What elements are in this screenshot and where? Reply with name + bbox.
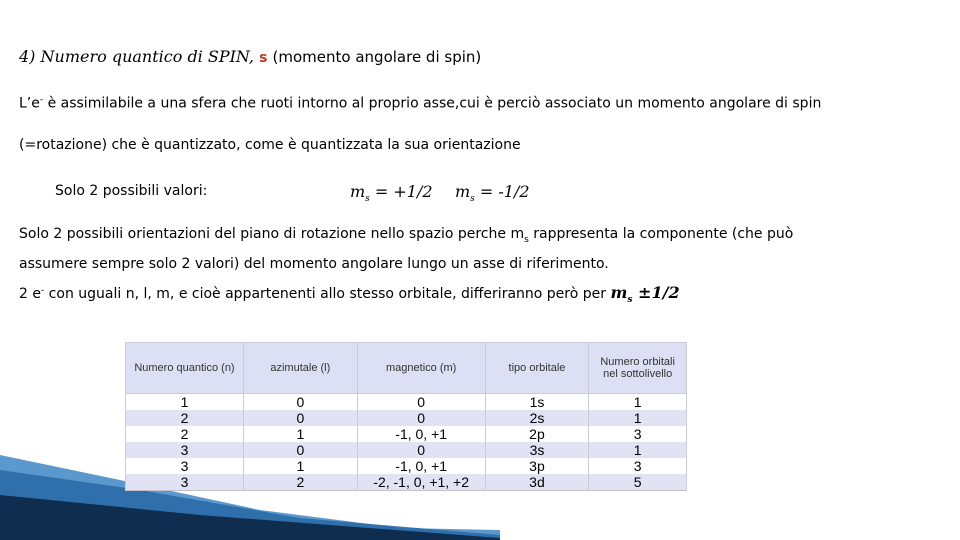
paragraph-5: 2 e- con uguali n, l, m, e cioè appartenenti allo stesso orbitale, differiranno però per $m_s \pm 1/2$: [19, 283, 680, 306]
table-row: [126, 410, 687, 426]
table-row: [126, 394, 687, 411]
table-cell: 1: [243, 458, 357, 474]
table-cell: 3p: [485, 458, 589, 474]
header-cell: tipo orbitale: [485, 343, 589, 394]
quantum-numbers-table: [125, 342, 687, 491]
table-cell: 1: [589, 442, 687, 458]
paragraph-2: (=rotazione) che è quantizzato, come è quantizzata la sua orientazione: [19, 137, 521, 153]
table-cell: 1: [243, 426, 357, 442]
table-row: [126, 426, 687, 442]
header-cell: magnetico (m): [357, 343, 485, 394]
table-cell: 2: [126, 426, 244, 442]
table-cell: -2, -1, 0, +1, +2: [357, 474, 485, 491]
table-cell: 3: [126, 474, 244, 491]
table-cell: -1, 0, +1: [357, 426, 485, 442]
header-cell: Numero orbitali nel sottolivello: [589, 343, 687, 394]
table-cell: 2: [126, 410, 244, 426]
table-cell: 0: [357, 442, 485, 458]
table-cell: 1: [126, 394, 244, 411]
title-rest: (momento angolare di spin): [272, 48, 482, 66]
table-cell: 0: [357, 394, 485, 411]
table-cell: 2: [243, 474, 357, 491]
header-cell: Numero quantico (n): [126, 343, 244, 394]
paragraph-1: L’e- è assimilabile a una sfera che ruoti intorno al proprio asse,cui è perciò associato un momento angolare di spin: [19, 95, 822, 112]
table-cell: 1: [589, 410, 687, 426]
table-cell: 3: [126, 442, 244, 458]
table-cell: 0: [243, 442, 357, 458]
table-cell: 2p: [485, 426, 589, 442]
title-main: 4) Numero quantico di SPIN,: [19, 47, 254, 66]
table-row: [126, 474, 687, 491]
paragraph-4: [19, 222, 793, 276]
table-cell: 3: [126, 458, 244, 474]
ms-minus-value: $m_s = -1/2$: [455, 182, 530, 205]
title-symbol: s: [259, 50, 268, 66]
paragraph-4-line-2: assumere sempre solo 2 valori) del momento angolare lungo un asse di riferimento.: [19, 255, 609, 272]
table-row: [126, 442, 687, 458]
table-header-row: [126, 343, 687, 394]
table-cell: 0: [243, 410, 357, 426]
table-cell: 0: [243, 394, 357, 411]
table-cell: -1, 0, +1: [357, 458, 485, 474]
header-cell: azimutale (l): [243, 343, 357, 394]
table-cell: 1s: [485, 394, 589, 411]
table-cell: 5: [589, 474, 687, 491]
ms-plus-value: $m_s = +1/2$: [350, 182, 433, 205]
table-cell: 3s: [485, 442, 589, 458]
slide-title: [19, 47, 481, 66]
table-cell: 3d: [485, 474, 589, 491]
table-cell: 0: [357, 410, 485, 426]
paragraph-4-line-1: Solo 2 possibili orientazioni del piano di rotazione nello spazio perche $m_s$ rappresenta la componente (che può: [19, 226, 794, 245]
table-cell: 3: [589, 458, 687, 474]
table-row: [126, 458, 687, 474]
table-cell: 1: [589, 394, 687, 411]
paragraph-3: Solo 2 possibili valori:: [55, 183, 208, 199]
table-cell: 2s: [485, 410, 589, 426]
table-cell: 3: [589, 426, 687, 442]
